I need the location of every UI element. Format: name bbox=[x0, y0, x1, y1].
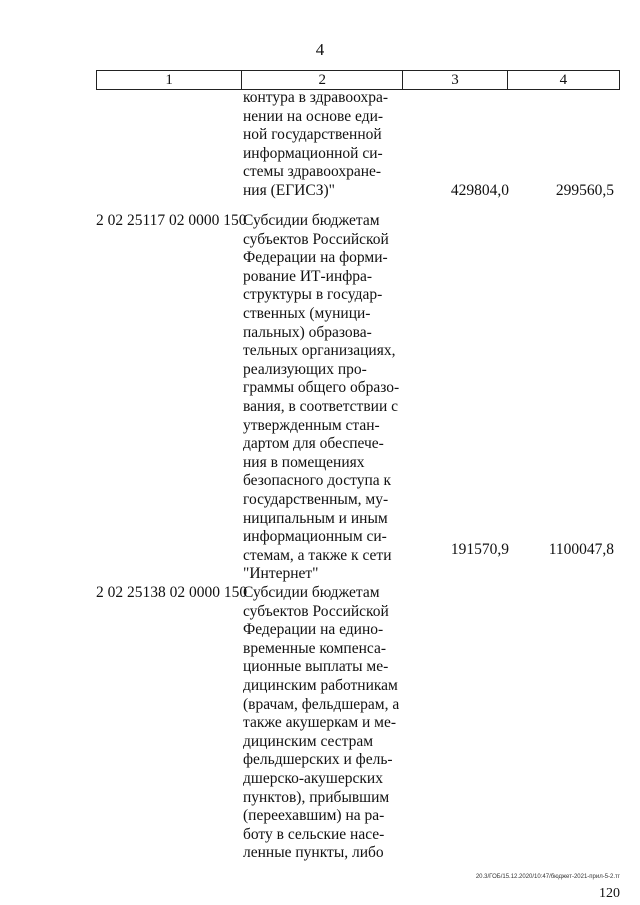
row-3-code: 2 02 25138 02 0000 150 bbox=[96, 584, 248, 601]
row-2-col4: 1100047,8 bbox=[548, 541, 614, 558]
page-number: 4 bbox=[315, 40, 325, 59]
column-header-2: 2 bbox=[242, 71, 403, 89]
row-1-col3: 429804,0 bbox=[450, 182, 509, 199]
row-2-description: Субсидии бюджетам субъектов Российской Федерации на форми- рование ИТ-инфра- структуры в государ- ственных (муници- пальных) образова- тельных организациях, реализующих про- граммы общего образо- вания, в соответствии с утвержденным стан- дартом для обеспече- ния в помещениях безопасного доступа к государственным, му- ниципальным и иным информационным си- стемам, а также к сети "Интернет" bbox=[243, 212, 400, 583]
document-stamp: 20.3/ГОБ/15.12.2020/10:47/бюджет-2021-прил-5-2.тг bbox=[475, 874, 620, 880]
row-1-description: контура в здравоохра- нении на основе еди- ной государственной информационной си- стемы здравоохране- ния (ЕГИСЗ)" bbox=[243, 89, 389, 199]
row-2-code: 2 02 25117 02 0000 150 bbox=[96, 212, 247, 229]
column-header-1: 1 bbox=[97, 71, 242, 89]
footer-page-number: 120 bbox=[599, 886, 620, 901]
table-header bbox=[96, 70, 620, 90]
column-header-4: 4 bbox=[559, 72, 568, 88]
row-1-col4: 299560,5 bbox=[555, 182, 614, 199]
row-2-col3: 191570,9 bbox=[450, 541, 509, 558]
row-3-description: Субсидии бюджетам субъектов Российской Федерации на едино- временные компенса- ционные выплаты ме- дицинским работникам (врачам, фельдшерам, а также акушеркам и ме- дицинским сестрам фельдшерских и фель- дшерско-акушерских пунктов), прибывшим (переехавшим) на ра- боту в сельские насе- ленные пункты, либо bbox=[243, 584, 400, 862]
column-header-3: 3 bbox=[403, 71, 507, 89]
